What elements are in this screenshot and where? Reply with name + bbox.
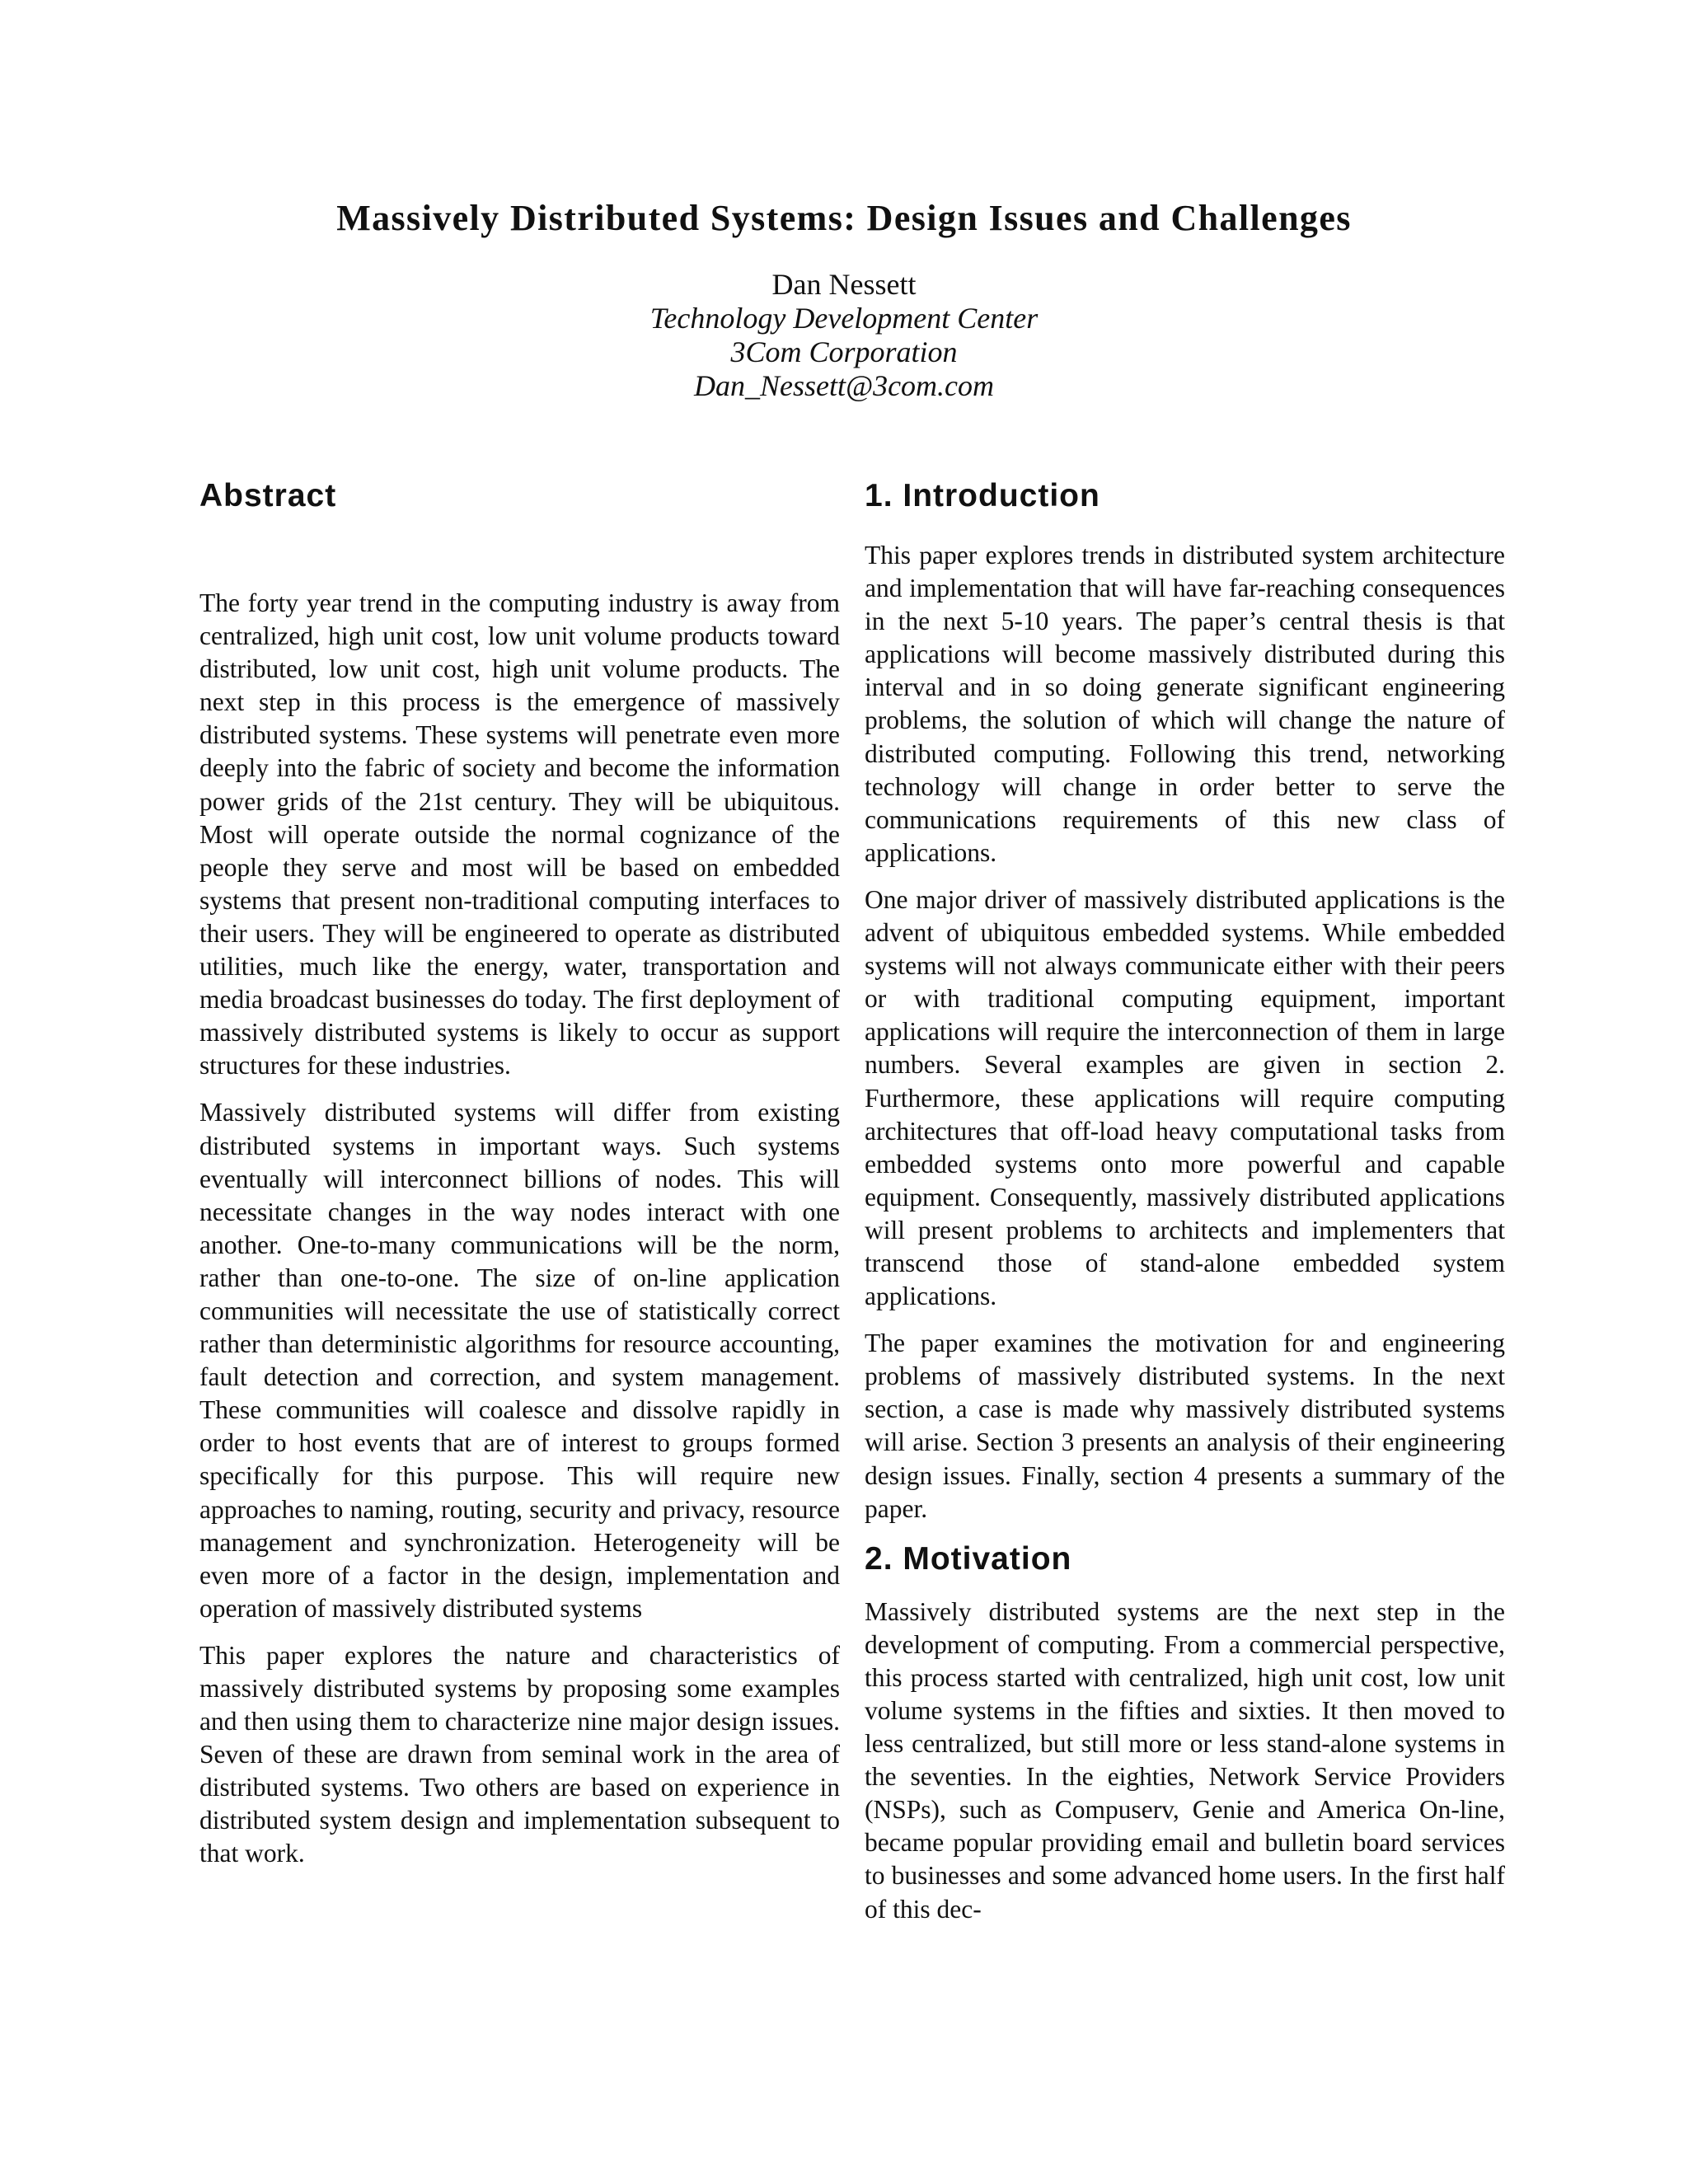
introduction-heading: 1. Introduction [865, 478, 1100, 513]
abstract-paragraph-3: This paper explores the nature and characteristics of massively distributed systems by proposing some examples and then using them to characterize nine major design issues. Seven of these are drawn from seminal work in the area of distributed systems. Two others are based on experience in distributed system design and implementation subsequent to that work. [199, 1640, 840, 1868]
abstract-paragraph-1: The forty year trend in the computing industry is away from centralized, high unit cost, low unit volume products toward distributed, low unit cost, high unit volume products. The next step in this process is the emergence of massively distributed systems. These systems will penetrate even more deeply into the fabric of society and become the information power grids of the 21st century. They will be ubiquitous. Most will operate outside the normal cognizance of the people they serve and most will be based on embedded systems that present non-traditional computing interfaces to their users. They will be engineered to operate as distributed utilities, much like the energy, water, transportation and media broadcast businesses do today. The first deployment of massively distributed systems is likely to occur as support structures for these industries. [199, 588, 840, 1080]
introduction-paragraph-3: The paper examines the motivation for and engineering problems of massively distributed systems. In the next section, a case is made why massively distributed systems will arise. Section 3 presents an analysis of their engineering design issues. Finally, section 4 presents a summary of the paper. [865, 1329, 1505, 1523]
author-block [0, 268, 1688, 403]
author-affiliation-company: 3Com Corporation [730, 335, 958, 368]
motivation-heading: 2. Motivation [865, 1540, 1072, 1577]
author-name: Dan Nessett [771, 268, 917, 301]
introduction-paragraph-2: One major driver of massively distributed applications is the advent of ubiquitous embedded systems. While embedded systems will not always communicate either with their peers or with traditional computing equipment, important applications will require the interconnection of them in large numbers. Several examples are given in section 2. Furthermore, these applications will require computing architectures that off-load heavy computational tasks from embedded systems onto more powerful and capable equipment. Consequently, massively distributed applications will present problems to architects and implementers that transcend those of stand-alone embedded system applications. [865, 884, 1505, 1311]
right-column [865, 476, 1505, 1940]
author-email: Dan_Nessett@3com.com [693, 369, 995, 402]
motivation-paragraph-1: Massively distributed systems are the next step in the development of computing. From a commercial perspective, this process started with centralized, high unit cost, low unit volume systems in the fifties and sixties. It then moved to less centralized, but still more or less stand-alone systems in the seventies. In the eighties, Network Service Providers (NSPs), such as Compuserv, Genie and America On-line, became popular providing email and bulletin board services to businesses and some advanced home users. In the first half of this dec- [865, 1596, 1505, 1924]
abstract-paragraph-2: Massively distributed systems will differ from existing distributed systems in important ways. Such systems eventually will interconnect billions of nodes. This will necessitate changes in the way nodes interact with one another. One-to-many communications will be the norm, rather than one-to-one. The size of on-line application communities will necessitate the use of statistically correct rather than deterministic algorithms for resource accounting, fault detection and correction, and system management. These communities will coalesce and dissolve rapidly in order to host events that are of interest to groups formed specifically for this purpose. This will require new approaches to naming, routing, security and privacy, resource management and synchronization. Heterogeneity will be even more of a factor in the design, implementation and operation of massively distributed systems [199, 1098, 840, 1623]
abstract-heading: Abstract [199, 478, 337, 513]
left-column [199, 476, 840, 1885]
author-affiliation-department: Technology Development Center [649, 302, 1039, 335]
paper-title: Massively Distributed Systems: Design Issues and Challenges [336, 198, 1352, 238]
introduction-paragraph-1: This paper explores trends in distributed system architecture and implementation that will have far-reaching consequences in the next 5-10 years. The paper’s central thesis is that applications will become massively distributed during this interval and in so doing generate significant engineering problems, the solution of which will change the nature of distributed computing. Following this trend, networking technology will change in order better to serve the communications requirements of this new class of applications. [865, 541, 1505, 867]
